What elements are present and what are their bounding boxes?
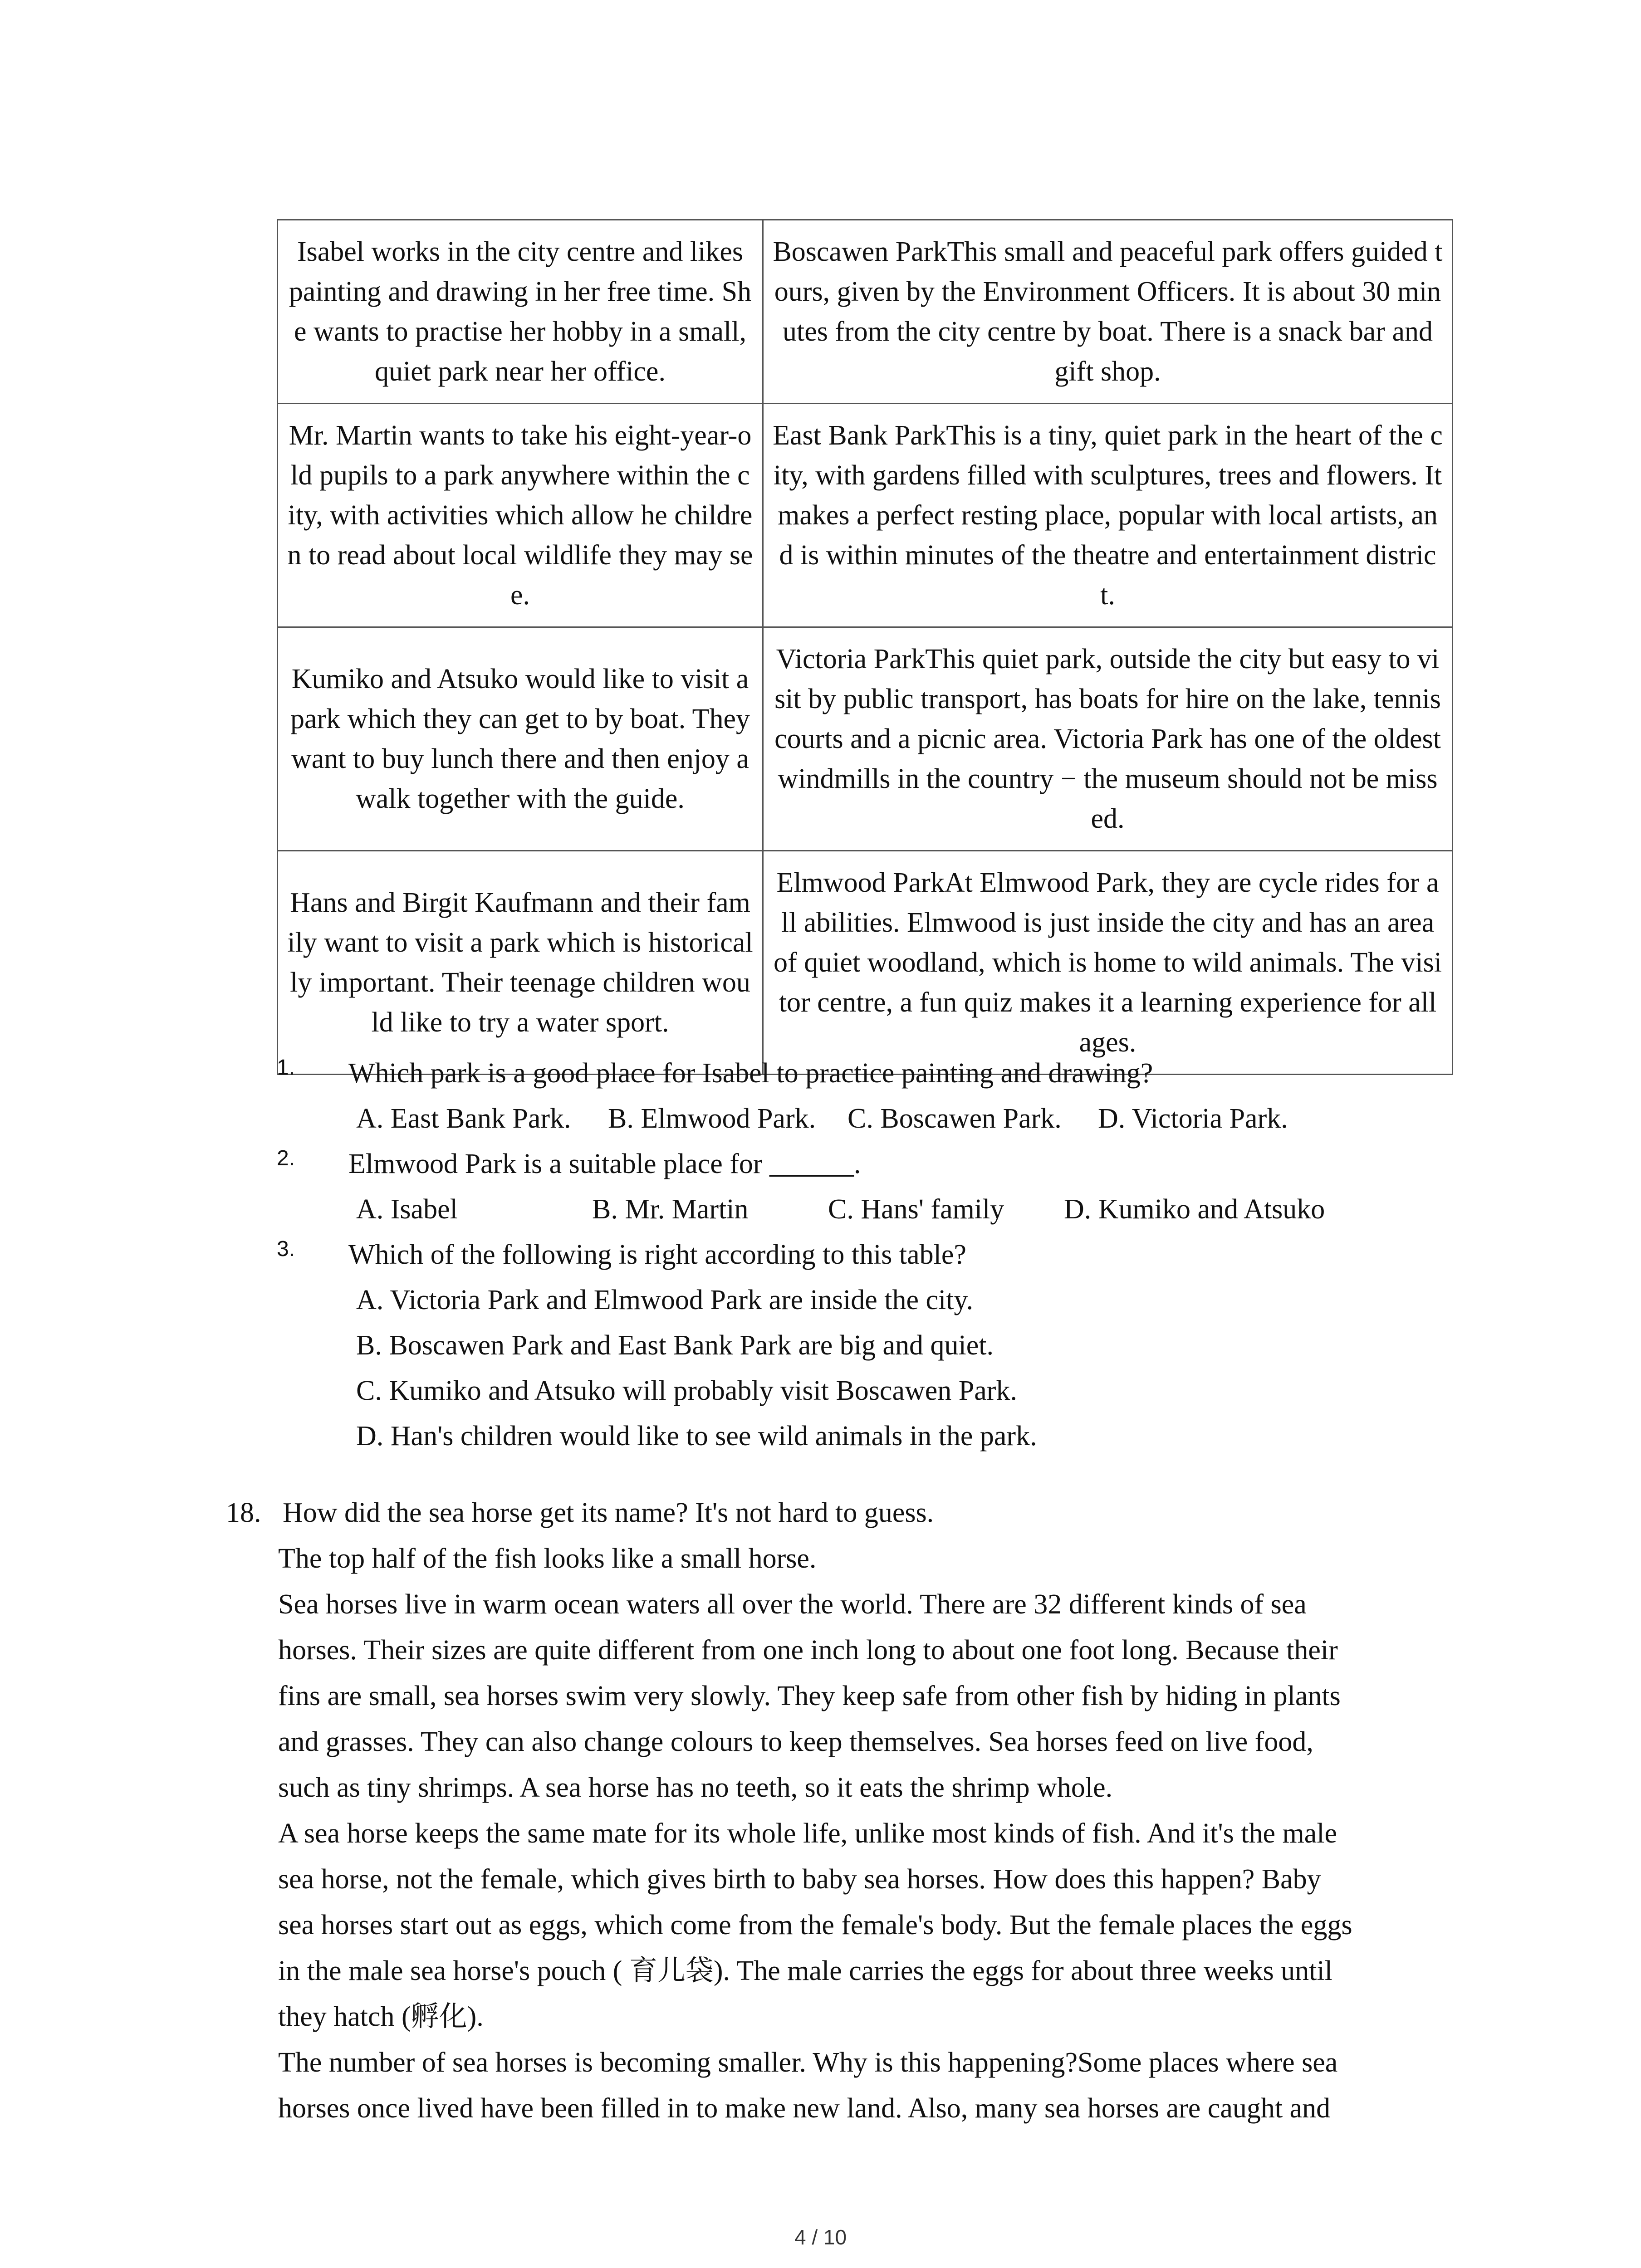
option-d: D. Victoria Park. — [1098, 1103, 1288, 1134]
option-d: D. Kumiko and Atsuko — [1064, 1194, 1325, 1225]
person-cell: Hans and Birgit Kaufmann and their family want to visit a park which is historically important. Their teenage children would like to try a water sport. — [278, 851, 763, 1075]
passage-line: sea horses start out as eggs, which come from the female's body. But the female places the eggs — [278, 1910, 1352, 1941]
option-b: B. Boscawen Park and East Bank Park are big and quiet. — [356, 1330, 994, 1361]
question-number: 3. — [277, 1237, 295, 1261]
option-a: A. East Bank Park. — [356, 1103, 571, 1134]
park-cell: East Bank ParkThis is a tiny, quiet park in the heart of the city, with gardens filled with sculptures, trees and flowers. It makes a perfect resting place, popular with local artists, and is within minutes of the theatre and entertainment district. — [763, 404, 1453, 627]
page-number: 4 / 10 — [794, 2225, 847, 2249]
table-row — [278, 627, 1453, 851]
table-row — [278, 404, 1453, 627]
option-c: C. Hans' family — [828, 1194, 1004, 1225]
passage-line: horses. Their sizes are quite different from one inch long to about one foot long. Because their — [278, 1635, 1338, 1666]
option-a: A. Isabel — [356, 1194, 458, 1225]
option-c: C. Kumiko and Atsuko will probably visit Boscawen Park. — [356, 1375, 1017, 1406]
table-row — [278, 220, 1453, 404]
question-number: 1. — [277, 1056, 295, 1080]
park-cell: Boscawen ParkThis small and peaceful park offers guided tours, given by the Environment Officers. It is about 30 minutes from the city centre by boat. There is a snack bar and gift shop. — [763, 220, 1453, 404]
passage-line: they hatch (孵化). — [278, 2001, 484, 2032]
passage-line: The number of sea horses is becoming smaller. Why is this happening?Some places where sea — [278, 2047, 1338, 2078]
question-text: Which park is a good place for Isabel to practice painting and drawing? — [348, 1058, 1153, 1089]
passage-line: sea horse, not the female, which gives birth to baby sea horses. How does this happen? Baby — [278, 1864, 1321, 1895]
passage-line: horses once lived have been filled in to make new land. Also, many sea horses are caught and — [278, 2093, 1331, 2124]
question-text: Which of the following is right according to this table? — [348, 1239, 966, 1270]
park-cell: Victoria ParkThis quiet park, outside the city but easy to visit by public transport, has boats for hire on the lake, tennis courts and a picnic area. Victoria Park has one of the oldest windmills in the country − the museum should not be missed. — [763, 627, 1453, 851]
table-row — [278, 851, 1453, 1075]
person-cell: Kumiko and Atsuko would like to visit a park which they can get to by boat. They want to buy lunch there and then enjoy a walk together with the guide. — [278, 627, 763, 851]
passage-line: fins are small, sea horses swim very slowly. They keep safe from other fish by hiding in plants — [278, 1681, 1341, 1711]
option-c: C. Boscawen Park. — [847, 1103, 1062, 1134]
passage-line: How did the sea horse get its name? It's not hard to guess. — [283, 1497, 934, 1528]
person-cell: Isabel works in the city centre and likes painting and drawing in her free time. She wants to practise her hobby in a small, quiet park near her office. — [278, 220, 763, 404]
option-a: A. Victoria Park and Elmwood Park are inside the city. — [356, 1285, 973, 1315]
passage-line: The top half of the fish looks like a small horse. — [278, 1543, 817, 1574]
passage-line: and grasses. They can also change colours to keep themselves. Sea horses feed on live food, — [278, 1726, 1313, 1757]
option-b: B. Elmwood Park. — [608, 1103, 816, 1134]
question-number: 18. — [226, 1497, 261, 1528]
question-number: 2. — [277, 1146, 295, 1170]
passage-line: in the male sea horse's pouch ( 育儿袋). The male carries the eggs for about three weeks until — [278, 1955, 1332, 1986]
parks-table — [277, 219, 1453, 1075]
option-d: D. Han's children would like to see wild animals in the park. — [356, 1421, 1037, 1452]
person-cell: Mr. Martin wants to take his eight-year-old pupils to a park anywhere within the city, with activities which allow he children to read about local wildlife they may see. — [278, 404, 763, 627]
park-cell: Elmwood ParkAt Elmwood Park, they are cycle rides for all abilities. Elmwood is just inside the city and has an area of quiet woodland, which is home to wild animals. The visitor centre, a fun quiz makes it a learning experience for all ages. — [763, 851, 1453, 1075]
passage-line: such as tiny shrimps. A sea horse has no teeth, so it eats the shrimp whole. — [278, 1772, 1113, 1803]
question-text: Elmwood Park is a suitable place for ______. — [348, 1149, 861, 1179]
passage-line: A sea horse keeps the same mate for its whole life, unlike most kinds of fish. And it's the male — [278, 1818, 1337, 1849]
option-b: B. Mr. Martin — [592, 1194, 749, 1225]
passage-line: Sea horses live in warm ocean waters all over the world. There are 32 different kinds of sea — [278, 1589, 1307, 1620]
